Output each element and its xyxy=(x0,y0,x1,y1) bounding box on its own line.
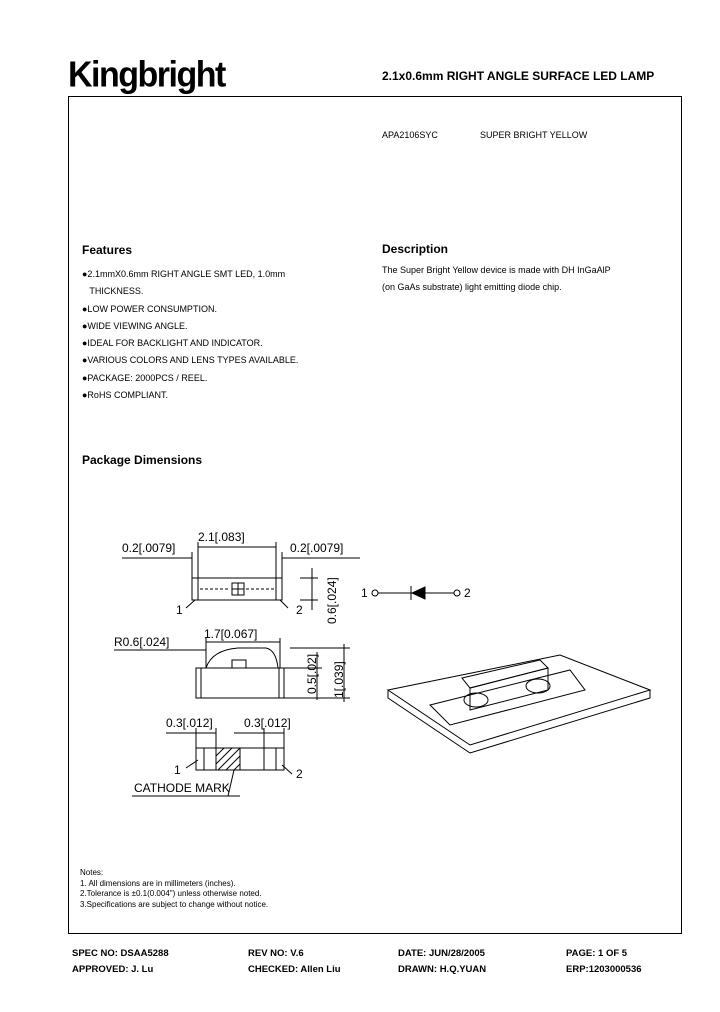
dim-total-height: 1[.039] xyxy=(332,661,346,698)
dim-lens-height: 0.5[.02] xyxy=(305,653,319,694)
dim-height: 0.6[.024] xyxy=(325,577,339,624)
list-item: THICKNESS. xyxy=(82,286,144,297)
brand-logo: Kingbright xyxy=(68,55,225,95)
dim-side-right: 0.2[.0079] xyxy=(290,541,344,555)
footer-checked: CHECKED: Allen Liu xyxy=(248,964,341,975)
cathode-mark-label: CATHODE MARK xyxy=(134,781,230,795)
part-description: SUPER BRIGHT YELLOW xyxy=(480,130,588,140)
features-heading: Features xyxy=(82,243,133,257)
dim-pad-right: 0.3[.012] xyxy=(244,716,291,730)
list-item: ●WIDE VIEWING ANGLE. xyxy=(82,320,188,331)
schematic-pin1: 1 xyxy=(361,586,368,600)
list-item: ●VARIOUS COLORS AND LENS TYPES AVAILABLE. xyxy=(82,355,299,366)
schematic-pin2: 2 xyxy=(464,586,471,600)
list-item: ●PACKAGE: 2000PCS / REEL. xyxy=(82,372,208,383)
note-line: 1. All dimensions are in millimeters (inches). xyxy=(80,878,236,888)
list-item: ●RoHS COMPLIANT. xyxy=(82,390,168,401)
footer-date: DATE: JUN/28/2005 xyxy=(398,948,485,959)
note-line: 3.Specifications are subject to change without notice. xyxy=(80,899,269,909)
dim-pin2-top: 2 xyxy=(296,603,303,617)
description-line: (on GaAs substrate) light emitting diode chip. xyxy=(382,282,562,292)
list-item: ●LOW POWER CONSUMPTION. xyxy=(82,303,217,314)
description-line: The Super Bright Yellow device is made with DH InGaAlP xyxy=(382,265,611,275)
dim-pin1-bottom: 1 xyxy=(174,763,181,777)
footer-rev-no: REV NO: V.6 xyxy=(248,948,304,959)
dim-radius: R0.6[.024] xyxy=(114,635,170,649)
notes-heading: Notes: xyxy=(80,868,104,877)
footer-erp: ERP:1203000536 xyxy=(566,964,642,975)
dim-pin2-bottom: 2 xyxy=(296,767,303,781)
list-item: ●2.1mmX0.6mm RIGHT ANGLE SMT LED, 1.0mm xyxy=(82,269,286,279)
footer-spec-no: SPEC NO: DSAA5288 xyxy=(72,948,169,959)
dim-length: 2.1[.083] xyxy=(198,530,245,544)
notes xyxy=(80,868,480,910)
footer-approved: APPROVED: J. Lu xyxy=(72,964,154,975)
dim-pin1-top: 1 xyxy=(176,603,183,617)
part-number: APA2106SYC xyxy=(382,130,438,140)
document-title: 2.1x0.6mm RIGHT ANGLE SURFACE LED LAMP xyxy=(382,69,655,83)
note-line: 2.Tolerance is ±0.1(0.004") unless otherwise noted. xyxy=(80,889,262,898)
dim-side-left: 0.2[.0079] xyxy=(122,541,176,555)
dim-pad-left: 0.3[.012] xyxy=(166,716,213,730)
footer-drawn: DRAWN: H.Q.YUAN xyxy=(398,964,487,975)
list-item: ●IDEAL FOR BACKLIGHT AND INDICATOR. xyxy=(82,338,263,349)
dim-lens-width: 1.7[0.067] xyxy=(204,627,258,641)
footer-page: PAGE: 1 OF 5 xyxy=(566,948,628,959)
description-heading: Description xyxy=(382,242,449,256)
package-heading: Package Dimensions xyxy=(82,453,203,467)
